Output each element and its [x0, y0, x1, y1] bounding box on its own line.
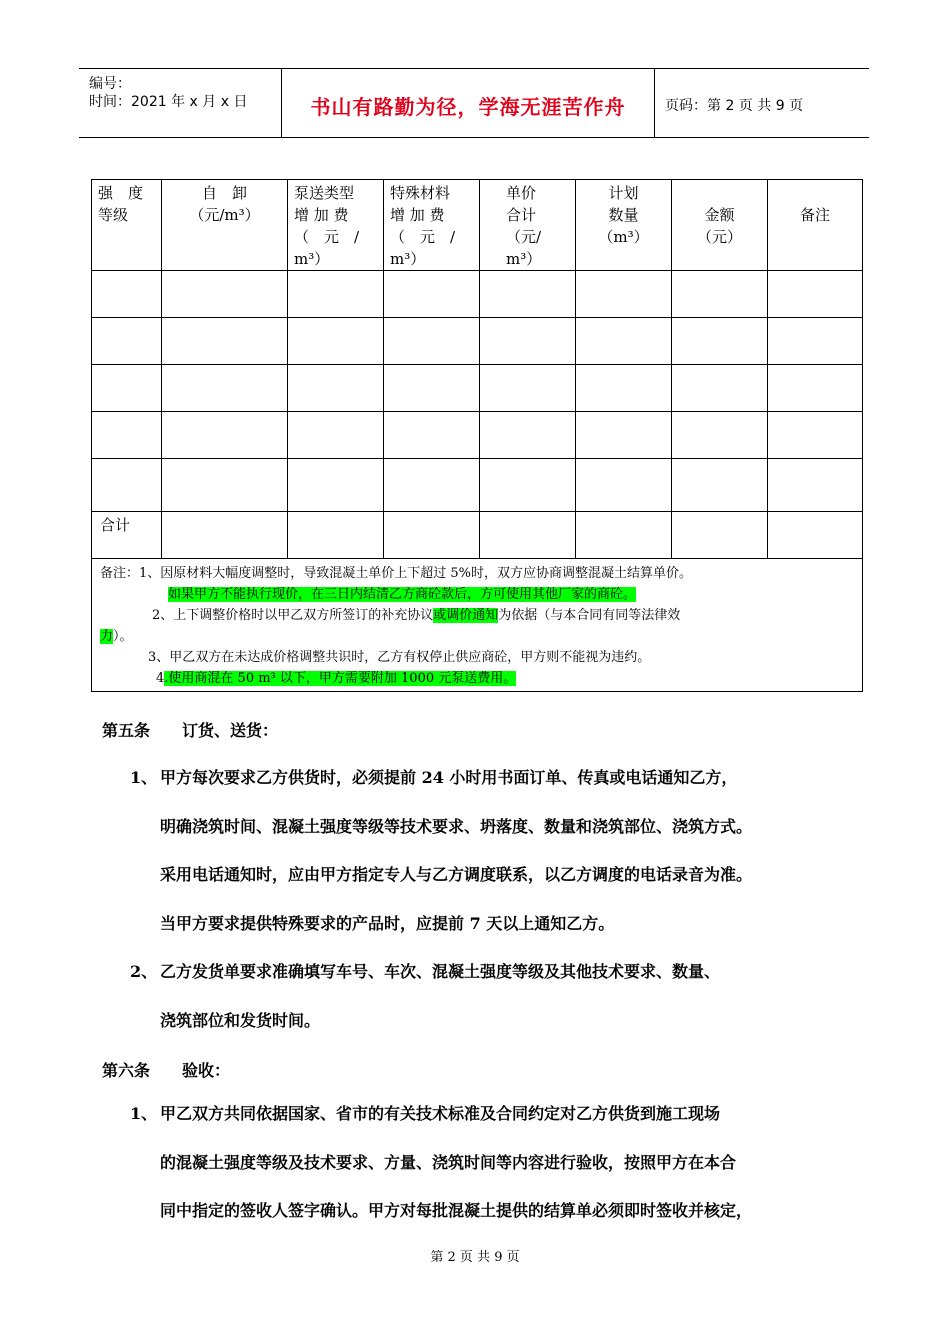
note-1: 备注：1、因原材料大幅度调整时，导致混凝土单价上下超过 5%时，双方应协商调整混凝土结算单价。: [100, 566, 693, 581]
table-cell[interactable]: [768, 318, 863, 365]
table-cell[interactable]: [768, 512, 863, 559]
table-cell[interactable]: [162, 318, 288, 365]
table-cell[interactable]: [672, 318, 768, 365]
table-cell[interactable]: [480, 271, 576, 318]
table-cell[interactable]: [576, 318, 672, 365]
table-cell[interactable]: [768, 365, 863, 412]
header-special-line4: m³）: [390, 250, 426, 268]
header-pump-line1: 泵送类型: [294, 184, 355, 202]
serial-label: 编号：: [89, 76, 131, 92]
table-cell[interactable]: [384, 318, 480, 365]
table-cell[interactable]: [768, 412, 863, 459]
table-row: [92, 365, 863, 412]
header-special: [384, 180, 480, 271]
section-5-item-2: [130, 948, 870, 1045]
table-cell[interactable]: [672, 271, 768, 318]
header-plan-line2: 数量: [608, 206, 639, 224]
note-4: [100, 668, 854, 689]
item-line: 采用电话通知时，应由甲方指定专人与乙方调度联系，以乙方调度的电话录音为准。: [160, 865, 753, 884]
item-number: 1、: [130, 768, 158, 787]
page-footer: 第 2 页 共 9 页: [430, 1250, 520, 1265]
table-cell[interactable]: [92, 365, 162, 412]
note-2-part-b: 为依据（与本合同有同等法律效: [498, 608, 681, 623]
header-pump: [288, 180, 384, 271]
header-motto-cell: [281, 69, 655, 137]
header-amount-line1: 金额: [704, 206, 735, 224]
table-row: [92, 318, 863, 365]
table-cell[interactable]: [480, 512, 576, 559]
note-2: [100, 605, 854, 626]
header-pump-line2: 增 加 费: [294, 206, 349, 224]
note-2-part-c: ）。: [113, 629, 133, 644]
table-cell[interactable]: [92, 412, 162, 459]
table-cell[interactable]: [672, 365, 768, 412]
note-4-number: 4: [156, 671, 165, 686]
note-2-part-a: 2、上下调整价格时以甲乙双方所签订的补充协议: [152, 608, 434, 623]
table-row: [92, 271, 863, 318]
header-unload: [162, 180, 288, 271]
header-remark: [768, 180, 863, 271]
section-5-item-1: [130, 754, 870, 948]
header-pump-line4: m³）: [294, 250, 330, 268]
table-cell[interactable]: [92, 271, 162, 318]
note-4-highlight: .使用商混在 50 m³ 以下，甲方需要附加 1000 元泵送费用。: [164, 671, 517, 686]
table-cell[interactable]: [162, 512, 288, 559]
item-number: 2、: [130, 962, 158, 981]
table-cell[interactable]: [576, 412, 672, 459]
header-price: [480, 180, 576, 271]
header-price-line3: （元/: [506, 228, 542, 246]
header-price-line2: 合计: [506, 206, 537, 224]
header-grade-line1: 强 度: [98, 184, 144, 202]
table-total-row: [92, 512, 863, 559]
header-plan-line1: 计划: [608, 184, 639, 202]
item-line: 当甲方要求提供特殊要求的产品时，应提前 7 天以上通知乙方。: [160, 913, 615, 933]
table-cell[interactable]: [576, 271, 672, 318]
table-cell[interactable]: [288, 318, 384, 365]
table-row: [92, 459, 863, 512]
page-header: [79, 68, 869, 138]
header-plan-line3: （m³）: [598, 228, 649, 246]
header-special-line2: 增 加 费: [390, 206, 445, 224]
table-cell[interactable]: [480, 459, 576, 512]
table-cell[interactable]: [768, 271, 863, 318]
table-cell[interactable]: [162, 365, 288, 412]
header-grade: [92, 180, 162, 271]
header-pump-line3: （ 元 /: [294, 228, 360, 246]
table-cell[interactable]: [92, 459, 162, 512]
table-cell[interactable]: [576, 512, 672, 559]
header-amount-line2: （元）: [696, 228, 742, 246]
page-number-label: 页码：第 2 页 共 9 页: [665, 98, 804, 114]
table-cell[interactable]: [480, 412, 576, 459]
time-label: 时间：2021 年 x 月 x 日: [89, 94, 248, 110]
item-number: 1、: [130, 1104, 158, 1123]
table-cell[interactable]: [480, 365, 576, 412]
table-cell[interactable]: [288, 512, 384, 559]
header-unload-line1: 自 卸: [201, 184, 247, 202]
section-5-title: 第五条 订货、送货：: [102, 721, 279, 740]
table-cell[interactable]: [384, 459, 480, 512]
table-cell[interactable]: [288, 365, 384, 412]
header-info-cell: [79, 69, 281, 137]
item-line: 明确浇筑时间、混凝土强度等级等技术要求、坍落度、数量和浇筑部位、浇筑方式。: [160, 816, 753, 836]
note-2-highlight: 或调价通知: [433, 608, 499, 623]
notes-cell: [92, 559, 863, 692]
table-cell[interactable]: [384, 412, 480, 459]
notes-block: [92, 559, 862, 691]
section-6-title: 第六条 验收：: [102, 1061, 231, 1080]
header-price-line4: m³）: [506, 250, 542, 268]
item-line: 乙方发货单要求准确填写车号、车次、混凝土强度等级及其他技术要求、数量、: [160, 962, 721, 981]
table-cell[interactable]: [672, 512, 768, 559]
header-special-line3: （ 元 /: [390, 228, 456, 246]
header-plan: [576, 180, 672, 271]
header-amount: [672, 180, 768, 271]
header-unload-line2: （元/m³）: [189, 206, 260, 224]
table-cell[interactable]: [288, 412, 384, 459]
header-special-line1: 特殊材料: [390, 184, 451, 202]
table-cell[interactable]: [162, 271, 288, 318]
table-cell[interactable]: [672, 412, 768, 459]
header-remark-label: 备注: [799, 206, 830, 224]
note-3: 3、甲乙双方在未达成价格调整共识时，乙方有权停止供应商砼，甲方则不能视为违约。: [148, 650, 651, 665]
table-cell[interactable]: [480, 318, 576, 365]
table-cell[interactable]: [92, 318, 162, 365]
total-label-cell: [92, 512, 162, 559]
item-line: 的混凝土强度等级及技术要求、方量、浇筑时间等内容进行验收，按照甲方在本合: [160, 1152, 737, 1172]
item-line: 浇筑部位和发货时间。: [160, 1010, 321, 1030]
item-line: 甲方每次要求乙方供货时，必须提前 24 小时用书面订单、传真或电话通知乙方，: [160, 768, 738, 787]
table-cell[interactable]: [384, 365, 480, 412]
table-cell[interactable]: [576, 365, 672, 412]
total-label: 合计: [100, 516, 131, 534]
table-notes-row: [92, 559, 863, 692]
table-cell[interactable]: [768, 459, 863, 512]
note-2-cont: [100, 626, 854, 647]
table-cell[interactable]: [288, 271, 384, 318]
table-cell[interactable]: [672, 459, 768, 512]
table-cell[interactable]: [384, 512, 480, 559]
motto: 书山有路勤为径，学海无涯苦作舟: [310, 95, 626, 119]
header-price-line1: 单价: [506, 184, 537, 202]
price-table: [91, 179, 863, 692]
table-cell[interactable]: [576, 459, 672, 512]
table-row: [92, 412, 863, 459]
note-1-highlight: 如果甲方不能执行现价，在三日内结清乙方商砼款后，方可使用其他厂家的商砼。: [168, 587, 637, 602]
note-2-highlight-2: 力: [100, 629, 114, 644]
header-grade-line2: 等级: [98, 206, 129, 224]
item-line: 甲乙双方共同依据国家、省市的有关技术标准及合同约定对乙方供货到施工现场: [160, 1104, 721, 1123]
table-header-row: [92, 180, 863, 271]
table-cell[interactable]: [384, 271, 480, 318]
table-cell[interactable]: [288, 459, 384, 512]
table-cell[interactable]: [162, 412, 288, 459]
header-page-cell: [655, 69, 869, 137]
table-cell[interactable]: [162, 459, 288, 512]
section-6-item-1: [130, 1090, 870, 1236]
item-line: 同中指定的签收人签字确认。甲方对每批混凝土提供的结算单必须即时签收并核定，: [160, 1201, 753, 1220]
